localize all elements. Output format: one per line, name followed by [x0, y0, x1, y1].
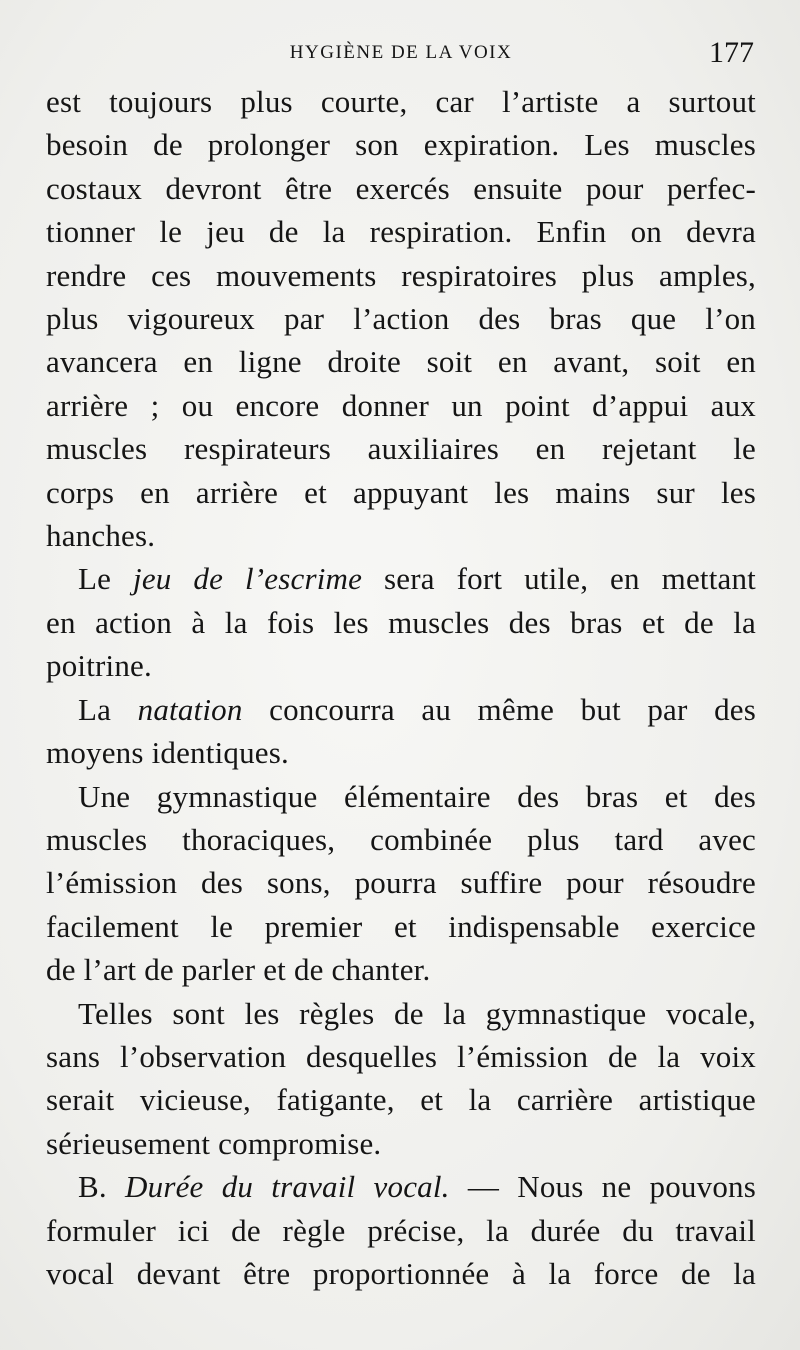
text-line	[46, 557, 756, 600]
section-marker: B.	[78, 1169, 126, 1205]
text-segment: La	[78, 691, 138, 727]
text-line: sérieusement compromise.	[46, 1125, 382, 1161]
paragraph	[46, 992, 756, 1166]
text-line: costaux devront être exercés ensuite pour perfec-	[46, 170, 756, 206]
text-line: rendre ces mouvements respiratoires plus amples,	[46, 257, 756, 293]
text-line: vocal devant être proportionnée à la force de la	[46, 1255, 756, 1291]
body-text	[46, 80, 756, 1295]
italic-term: jeu de l’escrime	[133, 561, 363, 597]
text-line: l’émission des sons, pourra suffire pour résoudre	[46, 865, 756, 901]
text-segment: concourra au même but par des	[242, 691, 756, 727]
text-line: besoin de prolonger son expiration. Les muscles	[46, 127, 756, 163]
text-line: de l’art de parler et de chanter.	[46, 952, 431, 988]
text-line: sans l’observation desquelles l’émission de la voix	[46, 1038, 756, 1074]
paragraph	[46, 775, 756, 992]
text-line	[46, 1165, 756, 1208]
italic-term: natation	[137, 691, 243, 727]
paragraph	[46, 80, 756, 557]
running-title: HYGIÈNE DE LA VOIX	[289, 42, 513, 63]
text-line: muscles respirateurs auxiliaires en rejetant le	[46, 431, 756, 467]
paragraph-natation	[46, 688, 756, 775]
text-segment: sera fort utile, en mettant	[362, 561, 756, 597]
text-line: moyens identiques.	[46, 735, 289, 771]
text-segment: Le	[78, 561, 134, 597]
text-line: poitrine.	[46, 648, 152, 684]
section-heading: Durée du travail vocal.	[125, 1169, 450, 1205]
paragraph-escrime	[46, 557, 756, 687]
page-header	[46, 36, 756, 72]
text-line: serait vicieuse, fatigante, et la carrière artistique	[46, 1082, 756, 1118]
text-line: tionner le jeu de la respiration. Enfin on devra	[46, 214, 756, 250]
text-line: en action à la fois les muscles des bras et de la	[46, 604, 756, 640]
text-line: muscles thoraciques, combinée plus tard avec	[46, 821, 756, 857]
text-segment: — Nous ne pouvons	[449, 1169, 756, 1205]
text-line: Une gymnastique élémentaire des bras et des	[78, 778, 756, 814]
text-line: corps en arrière et appuyant les mains sur les	[46, 474, 756, 510]
page-number: 177	[709, 36, 754, 69]
text-line	[46, 688, 756, 731]
text-line: facilement le premier et indispensable exercice	[46, 908, 756, 944]
text-line: hanches.	[46, 518, 156, 554]
text-line: formuler ici de règle précise, la durée du travail	[46, 1212, 756, 1248]
text-line: Telles sont les règles de la gymnastique vocale,	[78, 995, 756, 1031]
paragraph-section-b	[46, 1165, 756, 1295]
text-line: plus vigoureux par l’action des bras que l’on	[46, 301, 756, 337]
text-line: est toujours plus courte, car l’artiste a surtout	[46, 84, 756, 119]
text-line: avancera en ligne droite soit en avant, soit en	[46, 344, 756, 380]
text-line: arrière ; ou encore donner un point d’appui aux	[46, 387, 756, 423]
